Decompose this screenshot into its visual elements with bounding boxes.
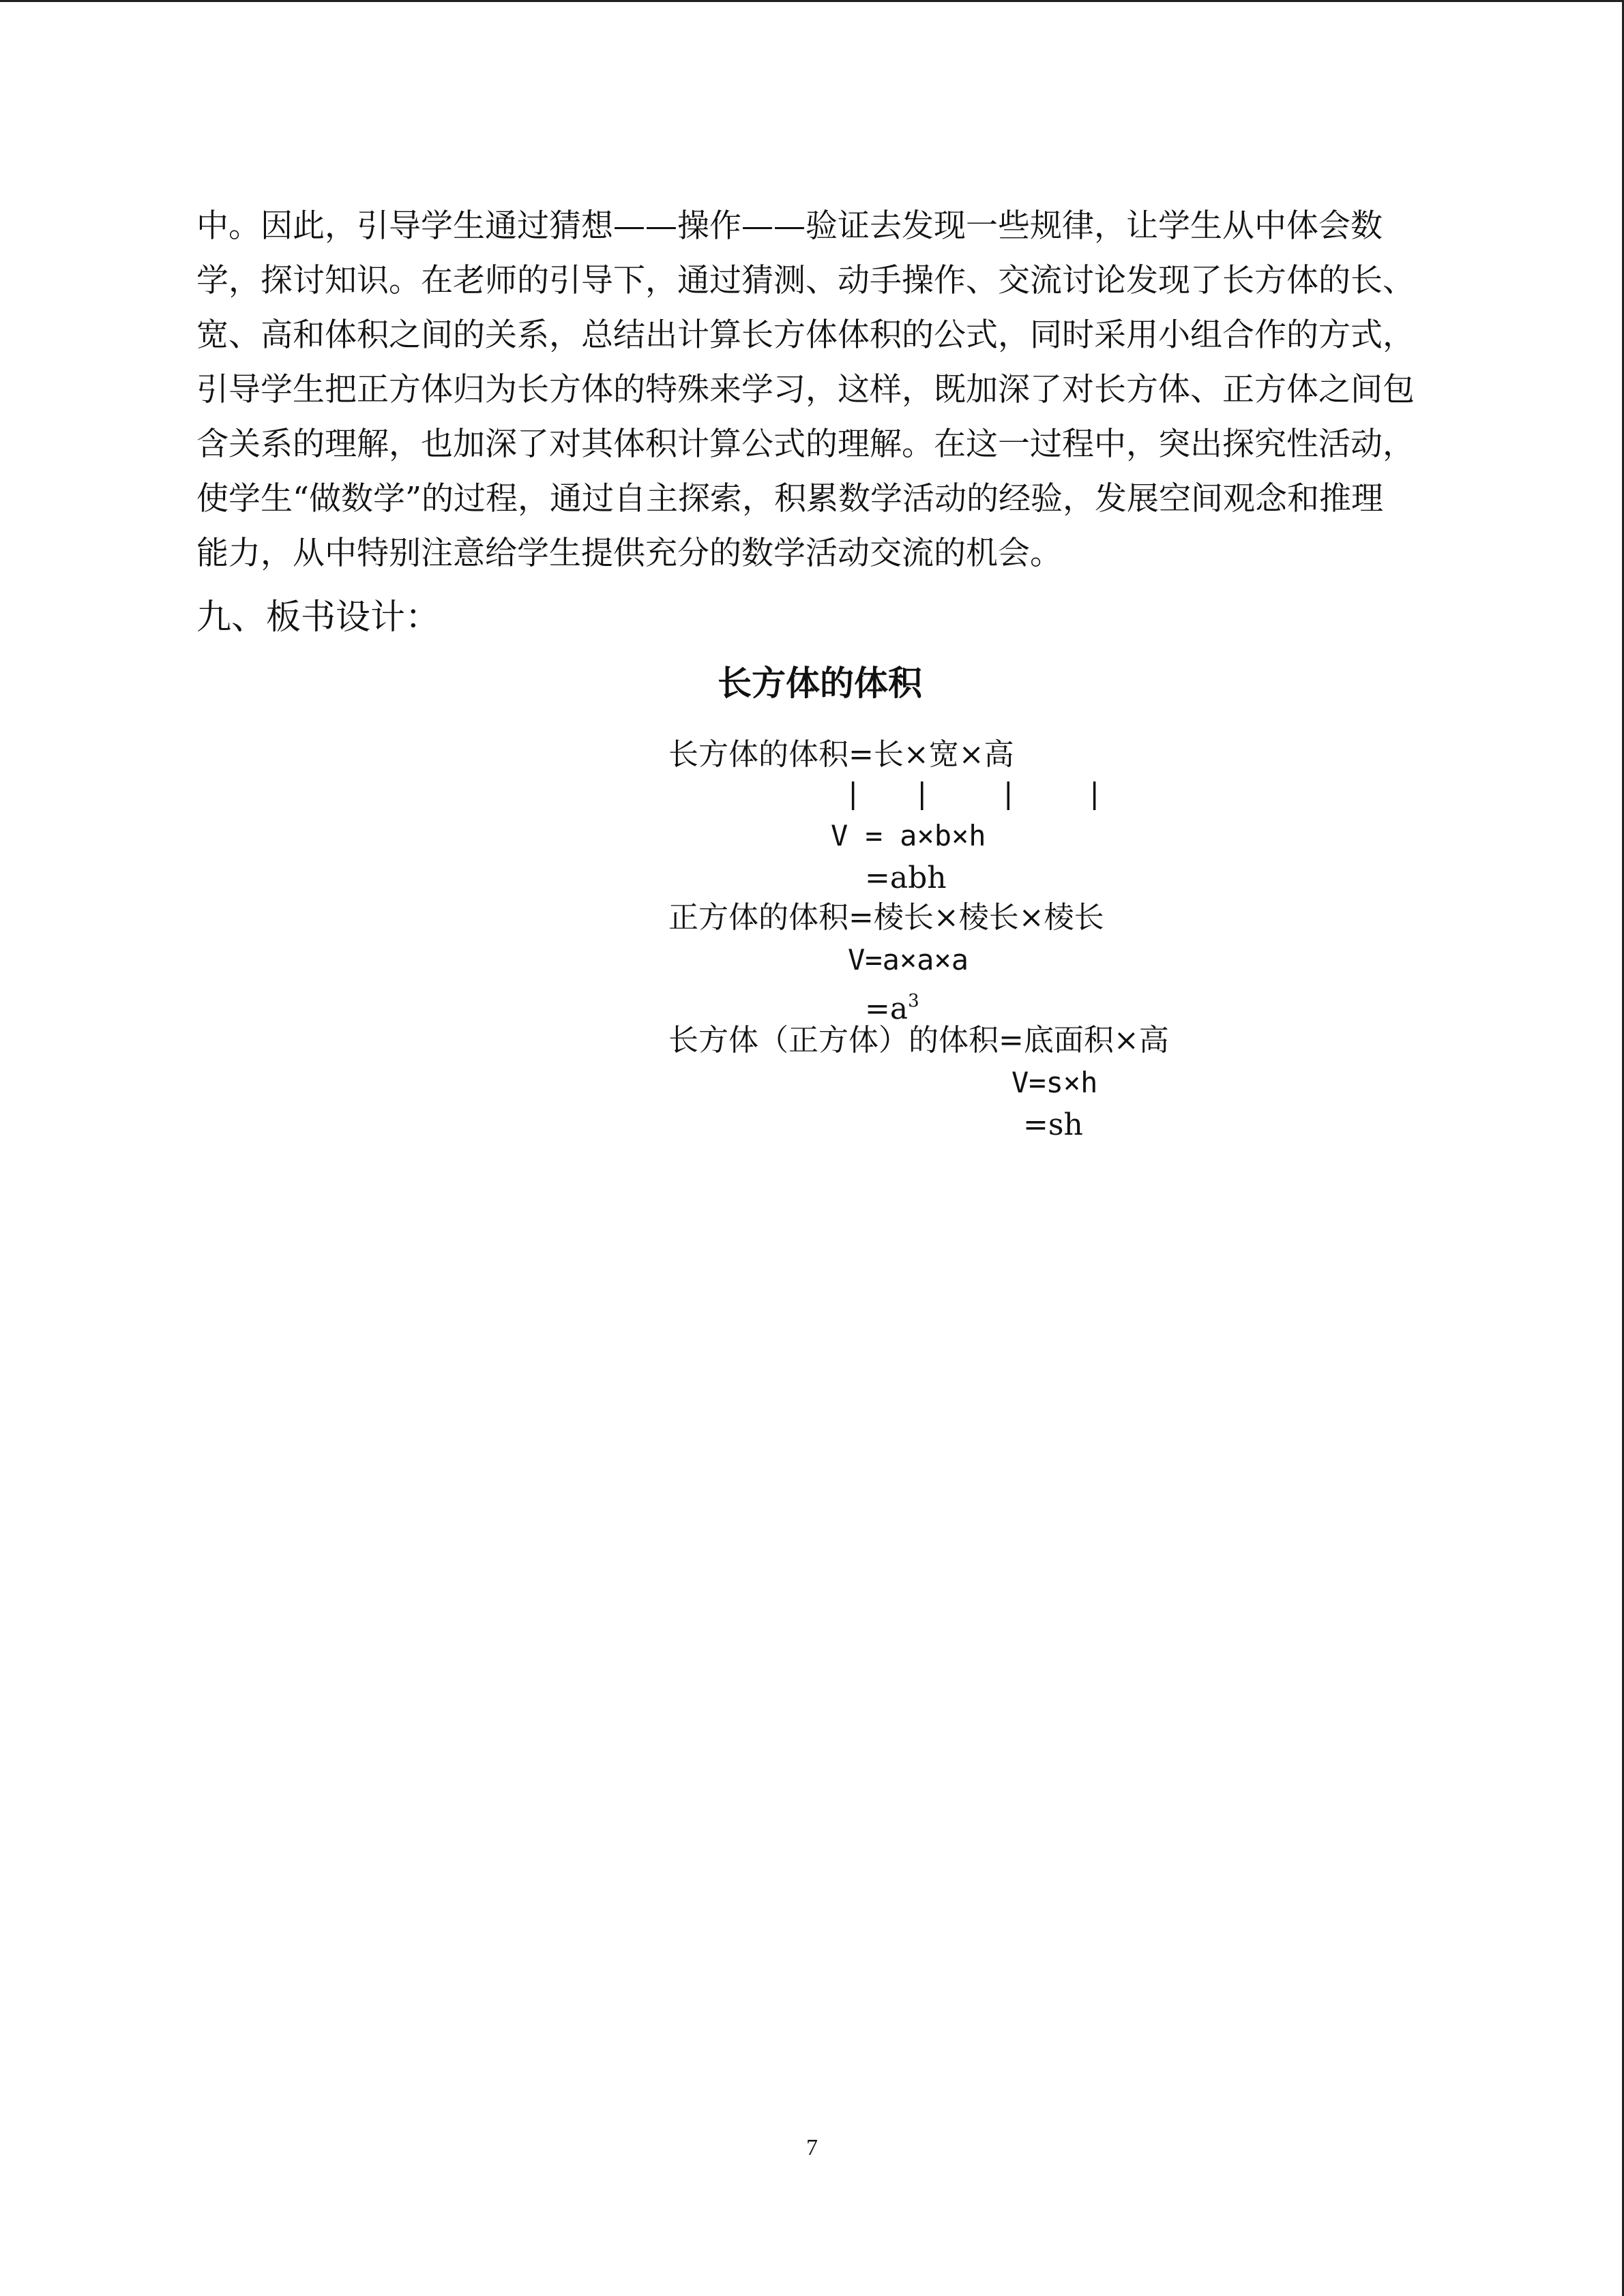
body-paragraph [196,199,1445,581]
cuboid-volume-formula: 长方体的体积=长×宽×高 [668,737,1014,772]
cuboid-result: =abh [865,861,947,895]
paragraph-line: 宽、高和体积之间的关系，总结出计算长方体体积的公式，同时采用小组合作的方式， [196,316,1415,354]
paragraph-line: 含关系的理解，也加深了对其体积计算公式的理解。在这一过程中，突出探究性活动， [196,426,1415,463]
paragraph-line: 引导学生把正方体归为长方体的特殊来学习，这样，既加深了对长方体、正方体之间包 [196,371,1415,408]
general-volume-formula: 长方体（正方体）的体积=底面积×高 [668,1023,1169,1058]
paragraph-line: 中。因此，引导学生通过猜想——操作——验证去发现一些规律，让学生从中体会数 [196,207,1383,245]
cube-volume-formula: 正方体的体积=棱长×棱长×棱长 [668,900,1104,935]
page-border-top [0,0,1624,2]
general-result: =sh [1023,1107,1083,1142]
cube-result-exponent: 3 [908,991,919,1011]
general-symbol-formula: V=s×h [1012,1066,1098,1099]
page-number: 7 [806,2135,818,2160]
cuboid-symbol-formula: V = a×b×h [831,819,986,852]
paragraph-line: 使学生“做数学”的过程，通过自主探索，积累数学活动的经验，发展空间观念和推理 [196,480,1384,518]
section-heading: 九、板书设计： [196,597,441,638]
paragraph-line: 学，探讨知识。在老师的引导下，通过猜测、动手操作、交流讨论发现了长方体的长、 [196,262,1415,299]
board-title: 长方体的体积 [718,664,922,703]
cube-symbol-formula: V=a×a×a [848,943,969,976]
cuboid-connector-bars: | | | | [844,777,1104,810]
paragraph-line: 能力，从中特别注意给学生提供充分的数学活动交流的机会。 [196,535,1062,572]
cube-result-base: =a [865,992,909,1026]
